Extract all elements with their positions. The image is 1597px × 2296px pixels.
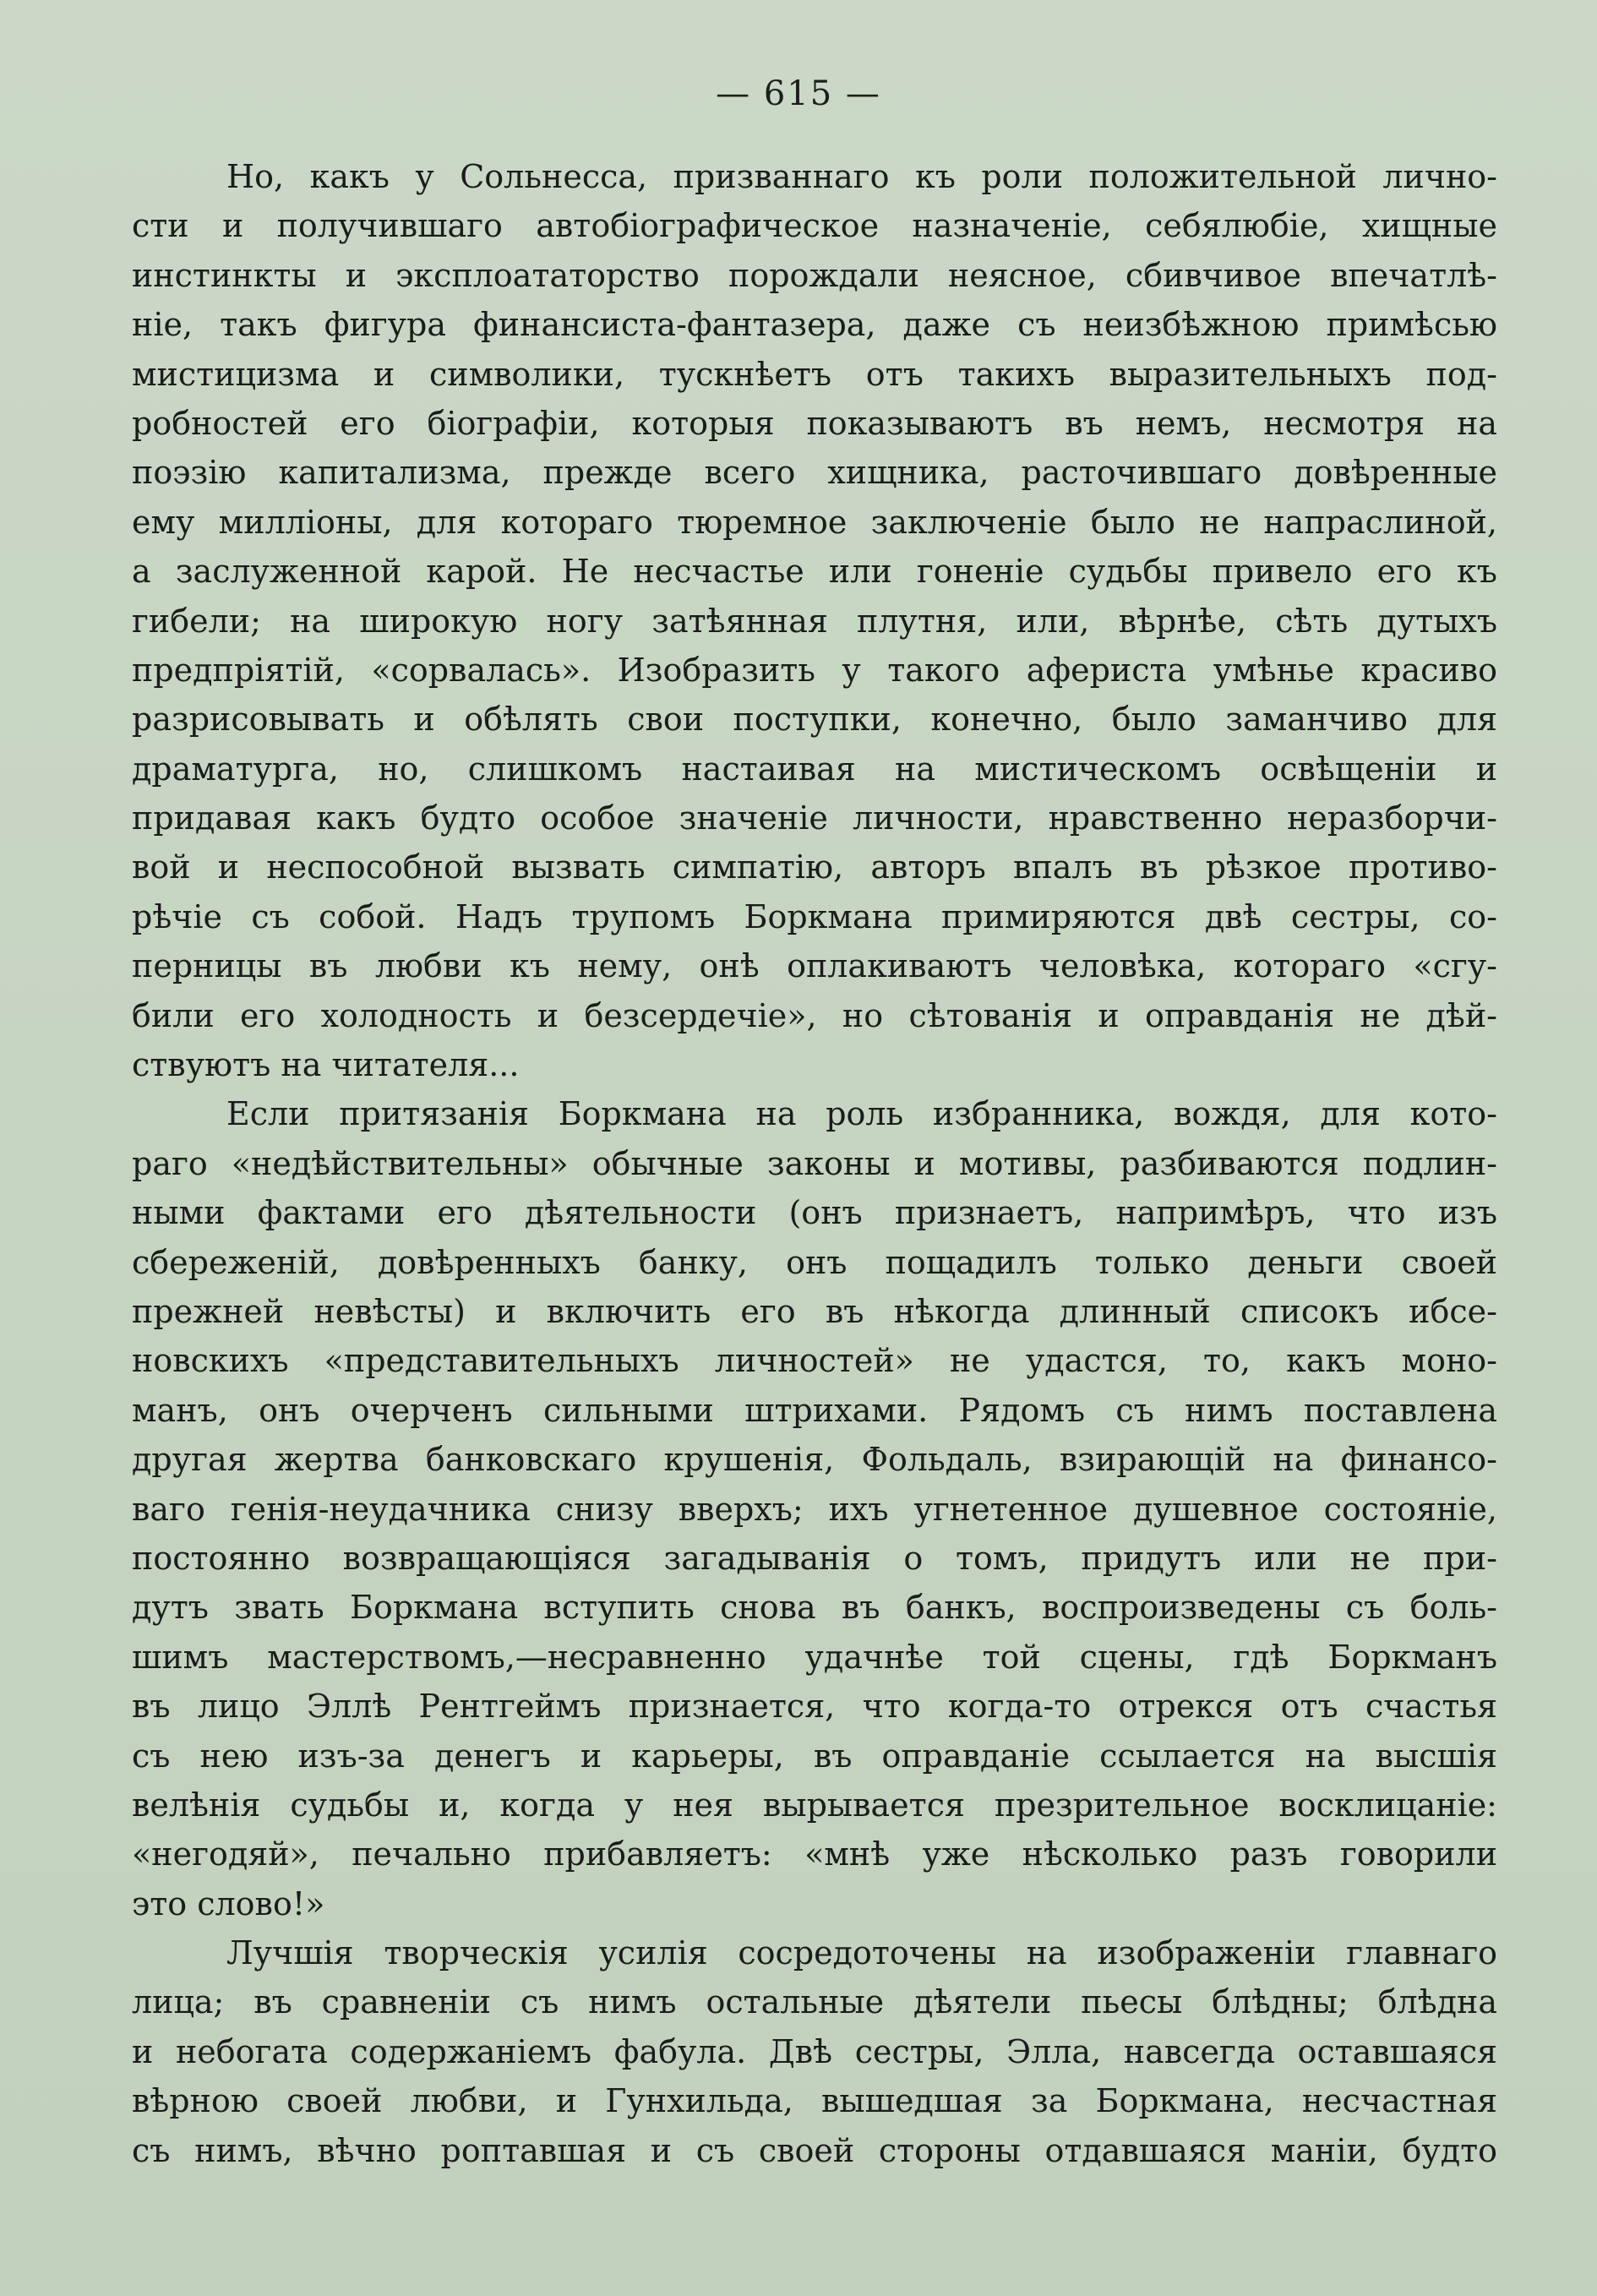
text-line: постоянно возвращающіяся загадыванія о томъ, придутъ или не при-	[132, 1539, 1497, 1577]
text-line: Если притязанія Боркмана на роль избранника, вождя, для кото-	[226, 1095, 1497, 1133]
text-line: гибели; на широкую ногу затѣянная плутня, или, вѣрнѣе, сѣть дутыхъ	[132, 602, 1497, 640]
text-line: предпріятій, «сорвалась». Изобразить у такого афериста умѣнье красиво	[132, 651, 1497, 689]
text-line: прежней невѣсты) и включить его въ нѣкогда длинный списокъ ибсе-	[132, 1292, 1497, 1330]
text-line: разрисовывать и обѣлять свои поступки, конечно, было заманчиво для	[132, 701, 1497, 739]
text-line: ными фактами его дѣятельности (онъ признаетъ, напримѣръ, что изъ	[132, 1194, 1497, 1232]
text-line: Но, какъ у Сольнесса, призваннаго къ роли положительной лично-	[226, 158, 1497, 195]
text-line: ваго генія-неудачника снизу вверхъ; ихъ угнетенное душевное состояніе,	[132, 1490, 1497, 1528]
text-line: въ лицо Эллѣ Рентгеймъ признается, что когда-то отрекся отъ счастья	[132, 1688, 1497, 1726]
text-line: съ нею изъ-за денегъ и карьеры, въ оправданіе ссылается на высшія	[132, 1737, 1497, 1775]
text-line: инстинкты и эксплоататорство порождали неясное, сбивчивое впечатлѣ-	[132, 256, 1497, 294]
page-number: — 615 —	[716, 74, 881, 113]
text-line: новскихъ «представительныхъ личностей» не удастся, то, какъ моно-	[132, 1342, 1497, 1380]
text-line: и небогата содержаніемъ фабула. Двѣ сестры, Элла, навсегда оставшаяся	[132, 2032, 1497, 2070]
text-line: манъ, онъ очерченъ сильными штрихами. Рядомъ съ нимъ поставлена	[132, 1391, 1497, 1429]
text-line: раго «недѣйствительны» обычные законы и мотивы, разбиваются подлин-	[132, 1144, 1497, 1182]
text-line: шимъ мастерствомъ,—несравненно удачнѣе той сцены, гдѣ Боркманъ	[132, 1638, 1497, 1676]
body-text	[132, 152, 1497, 2175]
text-line: это слово!»	[132, 1884, 325, 1922]
text-line: лица; въ сравненіи съ нимъ остальные дѣятели пьесы блѣдны; блѣдна	[132, 1983, 1497, 2021]
text-line: мистицизма и символики, тускнѣетъ отъ такихъ выразительныхъ под-	[132, 355, 1497, 393]
text-line: а заслуженной карой. Не несчастье или гоненіе судьбы привело его къ	[132, 553, 1497, 591]
text-line: сбереженій, довѣренныхъ банку, онъ пощадилъ только деньги своей	[132, 1243, 1497, 1281]
text-line: вой и неспособной вызвать симпатію, авторъ впалъ въ рѣзкое противо-	[132, 848, 1497, 886]
text-line: «негодяй», печально прибавляетъ: «мнѣ уже нѣсколько разъ говорили	[132, 1835, 1497, 1873]
text-line: съ нимъ, вѣчно роптавшая и съ своей стороны отдавшаяся маніи, будто	[132, 2131, 1497, 2169]
text-line: ніе, такъ фигура финансиста-фантазера, даже съ неизбѣжною примѣсью	[132, 306, 1497, 344]
text-line: драматурга, но, слишкомъ настаивая на мистическомъ освѣщеніи и	[132, 750, 1497, 788]
text-line: поэзію капитализма, прежде всего хищника, расточившаго довѣренные	[132, 454, 1497, 492]
text-line: Лучшія творческія усилія сосредоточены на изображеніи главнаго	[226, 1934, 1497, 1972]
text-line: велѣнія судьбы и, когда у нея вырывается презрительное восклицаніе:	[132, 1786, 1497, 1824]
text-line: робностей его біографіи, которыя показываютъ въ немъ, несмотря на	[132, 404, 1497, 442]
text-line: другая жертва банковскаго крушенія, Фольдаль, взирающій на финансо-	[132, 1441, 1497, 1479]
text-line: рѣчіе съ собой. Надъ трупомъ Боркмана примиряются двѣ сестры, со-	[132, 897, 1497, 935]
text-line: сти и получившаго автобіографическое назначеніе, себялюбіе, хищные	[132, 207, 1497, 245]
text-line: придавая какъ будто особое значеніе личности, нравственно неразборчи-	[132, 799, 1497, 837]
text-line: дутъ звать Боркмана вступить снова въ банкъ, воспроизведены съ боль-	[132, 1589, 1497, 1627]
text-line: ему милліоны, для котораго тюремное заключеніе было не напраслиной,	[132, 503, 1497, 541]
text-line: били его холодность и безсердечіе», но сѣтованія и оправданія не дѣй-	[132, 996, 1497, 1034]
text-line: вѣрною своей любви, и Гунхильда, вышедшая за Боркмана, несчастная	[132, 2082, 1497, 2120]
text-line: перницы въ любви къ нему, онѣ оплакиваютъ человѣка, котораго «сгу-	[132, 947, 1497, 985]
text-line: ствуютъ на читателя...	[132, 1046, 520, 1084]
